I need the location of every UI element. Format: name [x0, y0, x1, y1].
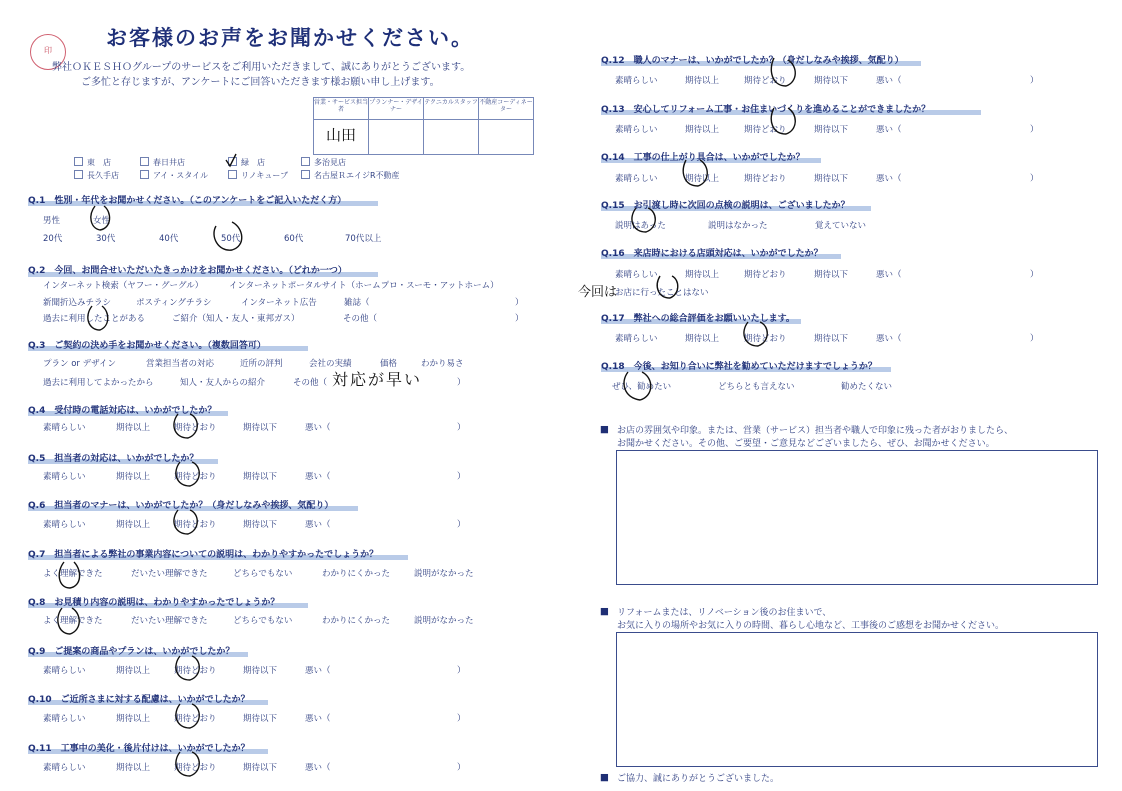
- option-label: ）: [457, 423, 466, 433]
- option-label[interactable]: 悪い（: [876, 76, 902, 86]
- store-option[interactable]: 長久手店: [74, 170, 119, 181]
- option-label[interactable]: 期待どおり: [744, 334, 787, 344]
- staff-header: 営業・サービス担当者: [314, 98, 369, 120]
- store-option[interactable]: アイ・スタイル: [140, 170, 208, 181]
- comment-prompt-line-1: お店の雰囲気や印象。または、営業（サービス）担当者や職人で印象に残った者がおりましたら、: [617, 426, 1014, 436]
- option-label: ）: [457, 714, 466, 724]
- question-title: Q.11 工事中の美化・後片付けは、いかがでしたか？: [28, 744, 250, 754]
- circle-mark-q14: [683, 160, 707, 186]
- option-label[interactable]: インターネット広告: [241, 298, 317, 308]
- square-bullet-icon: ■: [600, 606, 609, 617]
- store-option[interactable]: 名古屋ＲエイジR不動産: [301, 170, 400, 181]
- option-label[interactable]: 期待以上: [685, 174, 720, 184]
- option-label[interactable]: 60代: [284, 234, 304, 244]
- option-label[interactable]: 悪い（: [305, 423, 331, 433]
- option-label[interactable]: だいたい理解できた: [131, 616, 208, 626]
- option-label[interactable]: 期待どおり: [744, 76, 787, 86]
- option-label[interactable]: 説明はなかった: [708, 221, 768, 231]
- option-label[interactable]: お店に行ったことはない: [615, 288, 709, 298]
- option-label[interactable]: 素晴らしい: [43, 423, 86, 433]
- option-label[interactable]: 悪い（: [305, 472, 331, 482]
- option-label[interactable]: 悪い（: [305, 763, 331, 773]
- option-label[interactable]: 期待以上: [116, 666, 151, 676]
- option-label[interactable]: プラン or デザイン: [43, 359, 117, 369]
- circle-mark-referral: [88, 306, 108, 330]
- option-label[interactable]: 期待どおり: [174, 666, 217, 676]
- option-label[interactable]: 期待どおり: [174, 714, 217, 724]
- option-label[interactable]: 期待以上: [116, 520, 151, 530]
- closing-message: ご協力、誠にありがとうございました。: [617, 774, 780, 784]
- square-bullet-icon: ■: [600, 424, 609, 435]
- handwritten-staff-name: 山田: [325, 126, 356, 144]
- question-title: Q.4 受付時の電話対応は、いかがでしたか？: [28, 406, 217, 416]
- option-label[interactable]: 悪い（: [876, 174, 902, 184]
- option-label: ）: [457, 472, 466, 482]
- option-label[interactable]: 期待以上: [685, 270, 720, 280]
- circle-mark-q12: [771, 58, 795, 86]
- option-label[interactable]: インターネットポータルサイト（ホームプロ・スーモ・アットホーム）: [229, 281, 499, 291]
- handwritten-note: 今回は: [578, 285, 618, 300]
- option-label: ）: [1030, 76, 1039, 86]
- option-label: ）: [457, 378, 466, 388]
- question-title: Q.13 安心してリフォーム工事・お住まいづくりを進めることができましたか？: [601, 105, 931, 115]
- circle-mark-q4: [174, 414, 197, 438]
- option-label[interactable]: 期待以上: [685, 334, 720, 344]
- question-title: Q.12 職人のマナーは、いかがでしたか？（身だしなみや挨拶、気配り）: [601, 56, 904, 66]
- comment-prompt-line-2: お聞かせください。その他、ご要望・ご意見などございましたら、ぜひ、お聞かせください。: [617, 439, 995, 449]
- question-title: Q.3 ご契約の決め手をお聞かせください。（複数回答可）: [28, 341, 266, 351]
- question-title: Q.8 お見積り内容の説明は、わかりやすかったでしょうか？: [28, 598, 280, 608]
- seal-stamp: 印: [30, 34, 66, 70]
- option-label[interactable]: 素晴らしい: [43, 520, 86, 530]
- option-label[interactable]: わかりにくかった: [322, 569, 391, 579]
- option-label[interactable]: 悪い（: [305, 714, 331, 724]
- option-label[interactable]: 期待以上: [685, 76, 720, 86]
- circle-mark-q6: [174, 510, 197, 534]
- intro-line-2: ご多忙と存じますが、アンケートにご回答いただきます様お願い申し上げます。: [81, 77, 440, 88]
- option-label[interactable]: 近所の評判: [240, 359, 283, 369]
- option-label[interactable]: 素晴らしい: [615, 125, 658, 135]
- circle-mark-q7: [59, 562, 79, 588]
- circle-mark-q13: [771, 108, 795, 134]
- option-label: ）: [457, 763, 466, 773]
- question-title: Q.14 工事の仕上がり具合は、いかがでしたか？: [601, 153, 805, 163]
- option-label[interactable]: 素晴らしい: [615, 334, 658, 344]
- option-label[interactable]: 期待以下: [814, 174, 849, 184]
- question-title: Q.9 ご提案の商品やプランは、いかがでしたか？: [28, 647, 235, 657]
- circle-mark-q9: [176, 656, 199, 680]
- option-label[interactable]: 説明がなかった: [414, 616, 474, 626]
- option-label[interactable]: 知人・友人からの紹介: [180, 378, 266, 388]
- option-label[interactable]: よく理解できた: [43, 569, 103, 579]
- option-label[interactable]: 悪い（: [305, 666, 331, 676]
- option-label[interactable]: 雑誌（: [344, 298, 370, 308]
- option-label[interactable]: 男性: [43, 216, 61, 226]
- option-label[interactable]: 悪い（: [305, 520, 331, 530]
- circle-mark-q16: [657, 276, 678, 298]
- option-label[interactable]: ご紹介（知人・友人・東邦ガス）: [172, 314, 300, 324]
- circle-mark-50s: [214, 222, 242, 250]
- option-label[interactable]: 期待以上: [116, 472, 151, 482]
- option-label[interactable]: 素晴らしい: [615, 76, 658, 86]
- circle-mark-q5: [176, 462, 199, 486]
- option-label[interactable]: わかりにくかった: [322, 616, 391, 626]
- option-label[interactable]: 素晴らしい: [615, 174, 658, 184]
- option-label[interactable]: 期待どおり: [174, 423, 217, 433]
- option-label[interactable]: よく理解できた: [43, 616, 103, 626]
- survey-title: お客様のお声をお聞かせください。: [106, 26, 474, 50]
- tick-mark-midori-store: [226, 154, 236, 166]
- circle-mark-q10: [176, 704, 199, 728]
- option-label[interactable]: 20代: [43, 234, 63, 244]
- option-label[interactable]: 期待どおり: [174, 520, 217, 530]
- staff-header: テクニカルスタッフ: [424, 98, 479, 120]
- option-label[interactable]: 期待どおり: [744, 270, 787, 280]
- circle-mark-q17: [744, 322, 767, 346]
- option-label[interactable]: 価格: [380, 359, 398, 369]
- option-label[interactable]: どちらでもない: [233, 616, 293, 626]
- question-title: Q.16 来店時における店頭対応は、いかがでしたか？: [601, 249, 823, 259]
- option-label[interactable]: 女性: [93, 216, 111, 226]
- option-label[interactable]: どちらでもない: [233, 569, 293, 579]
- store-option[interactable]: 東 店: [74, 157, 111, 168]
- option-label[interactable]: 期待以下: [243, 520, 278, 530]
- option-label[interactable]: 期待以下: [243, 472, 278, 482]
- option-label: ）: [1030, 174, 1039, 184]
- option-label[interactable]: 70代以上: [345, 234, 382, 244]
- option-label[interactable]: 期待どおり: [174, 472, 217, 482]
- option-label[interactable]: 営業担当者の対応: [146, 359, 215, 369]
- option-label[interactable]: 覚えていない: [815, 221, 867, 231]
- option-label[interactable]: 期待どおり: [744, 174, 787, 184]
- option-label[interactable]: 期待どおり: [744, 125, 787, 135]
- handwritten-answer: 対応が早い: [332, 370, 423, 389]
- option-label[interactable]: 悪い（: [876, 270, 902, 280]
- option-label[interactable]: 素晴らしい: [43, 763, 86, 773]
- comment-prompt-line-4: お気に入りの場所やお気に入りの時間、暮らし心地など、工事後のご感想をお聞かせください。: [617, 621, 1005, 631]
- option-label[interactable]: 説明がなかった: [414, 569, 474, 579]
- circle-mark-q18: [624, 372, 651, 400]
- option-label: ）: [1030, 334, 1039, 344]
- option-label[interactable]: 悪い（: [876, 334, 902, 344]
- circle-mark-q15: [632, 208, 655, 232]
- question-title: Q.10 ご近所さまに対する配慮は、いかがでしたか？: [28, 695, 250, 705]
- option-label[interactable]: 期待以下: [814, 76, 849, 86]
- question-title: Q.15 お引渡し時に次回の点検の説明は、ございましたか？: [601, 201, 850, 211]
- question-title: Q.1 性別・年代をお聞かせください。（このアンケートをご記入いただく方）: [28, 196, 347, 206]
- circle-mark-female: [91, 206, 110, 230]
- question-title: Q.17 弊社への総合評価をお願いいたします。: [601, 314, 795, 324]
- circle-mark-q11: [176, 752, 199, 776]
- option-label: ）: [1030, 125, 1039, 135]
- option-label[interactable]: 素晴らしい: [43, 666, 86, 676]
- question-title: Q.5 担当者の対応は、いかがでしたか？: [28, 454, 199, 464]
- option-label: ）: [457, 666, 466, 676]
- option-label[interactable]: 素晴らしい: [43, 714, 86, 724]
- option-label[interactable]: わかり易さ: [421, 359, 464, 369]
- option-label[interactable]: だいたい理解できた: [131, 569, 208, 579]
- intro-line-1: 弊社ＯＫＥＳＨＯグループのサービスをご利用いただきまして、誠にありがとうございます。: [52, 62, 471, 73]
- comment-prompt-line-3: リフォームまたは、リノベーション後のお住まいで、: [617, 608, 832, 618]
- store-option[interactable]: 多治見店: [301, 157, 346, 168]
- option-label[interactable]: 期待以下: [814, 334, 849, 344]
- option-label[interactable]: 期待以下: [243, 714, 278, 724]
- option-label[interactable]: 過去に利用してよかったから: [43, 378, 154, 388]
- option-label: ）: [1030, 270, 1039, 280]
- option-label[interactable]: 新聞折込みチラシ: [43, 298, 112, 308]
- question-title: Q.7 担当者による弊社の事業内容についての説明は、わかりやすかったでしょうか？: [28, 550, 379, 560]
- option-label[interactable]: 期待以下: [814, 125, 849, 135]
- option-label[interactable]: 素晴らしい: [43, 472, 86, 482]
- option-label[interactable]: 期待以下: [243, 423, 278, 433]
- option-label: ）: [457, 520, 466, 530]
- circle-mark-q8: [58, 608, 79, 634]
- option-label[interactable]: 悪い（: [876, 125, 902, 135]
- square-bullet-icon: ■: [600, 772, 609, 783]
- option-label[interactable]: 期待以上: [116, 423, 151, 433]
- option-label: ）: [515, 298, 524, 308]
- option-label[interactable]: 期待以下: [814, 270, 849, 280]
- option-label[interactable]: 30代: [96, 234, 116, 244]
- question-title: Q.2 今回、お問合せいただいたきっかけをお聞かせください。（どれか一つ）: [28, 266, 347, 276]
- option-label[interactable]: 50代: [221, 234, 241, 244]
- option-label[interactable]: 期待どおり: [174, 763, 217, 773]
- option-label[interactable]: 説明はあった: [615, 221, 666, 231]
- question-title: Q.18 今後、お知り合いに弊社を勧めていただけますでしょうか？: [601, 362, 877, 372]
- option-label: ）: [515, 314, 524, 324]
- staff-header: プランナー・デザイナー: [369, 98, 424, 120]
- option-label[interactable]: 期待以上: [116, 763, 151, 773]
- option-label[interactable]: 期待以上: [685, 125, 720, 135]
- option-label[interactable]: ぜひ、勧めたい: [612, 382, 672, 392]
- option-label[interactable]: 過去に利用したことがある: [43, 314, 146, 324]
- option-label[interactable]: 勧めたくない: [841, 382, 893, 392]
- question-title: Q.6 担当者のマナーは、いかがでしたか？（身だしなみや挨拶、気配り）: [28, 501, 334, 511]
- option-label[interactable]: 期待以下: [243, 763, 278, 773]
- option-label[interactable]: その他（: [293, 378, 328, 388]
- store-option[interactable]: 緑 店: [228, 157, 265, 168]
- store-option[interactable]: リノキューブ: [228, 170, 288, 181]
- option-label[interactable]: インターネット検索（ヤフー・グーグル）: [43, 281, 204, 291]
- option-label[interactable]: その他（: [343, 314, 378, 324]
- store-option[interactable]: 春日井店: [140, 157, 185, 168]
- option-label[interactable]: 期待以下: [243, 666, 278, 676]
- option-label[interactable]: どちらとも言えない: [718, 382, 795, 392]
- option-label[interactable]: 40代: [159, 234, 179, 244]
- option-label[interactable]: 素晴らしい: [615, 270, 658, 280]
- staff-header: 不動産コーディネーター: [479, 98, 534, 120]
- option-label[interactable]: 会社の実績: [309, 359, 352, 369]
- option-label[interactable]: ポスティングチラシ: [136, 298, 212, 308]
- option-label[interactable]: 期待以上: [116, 714, 151, 724]
